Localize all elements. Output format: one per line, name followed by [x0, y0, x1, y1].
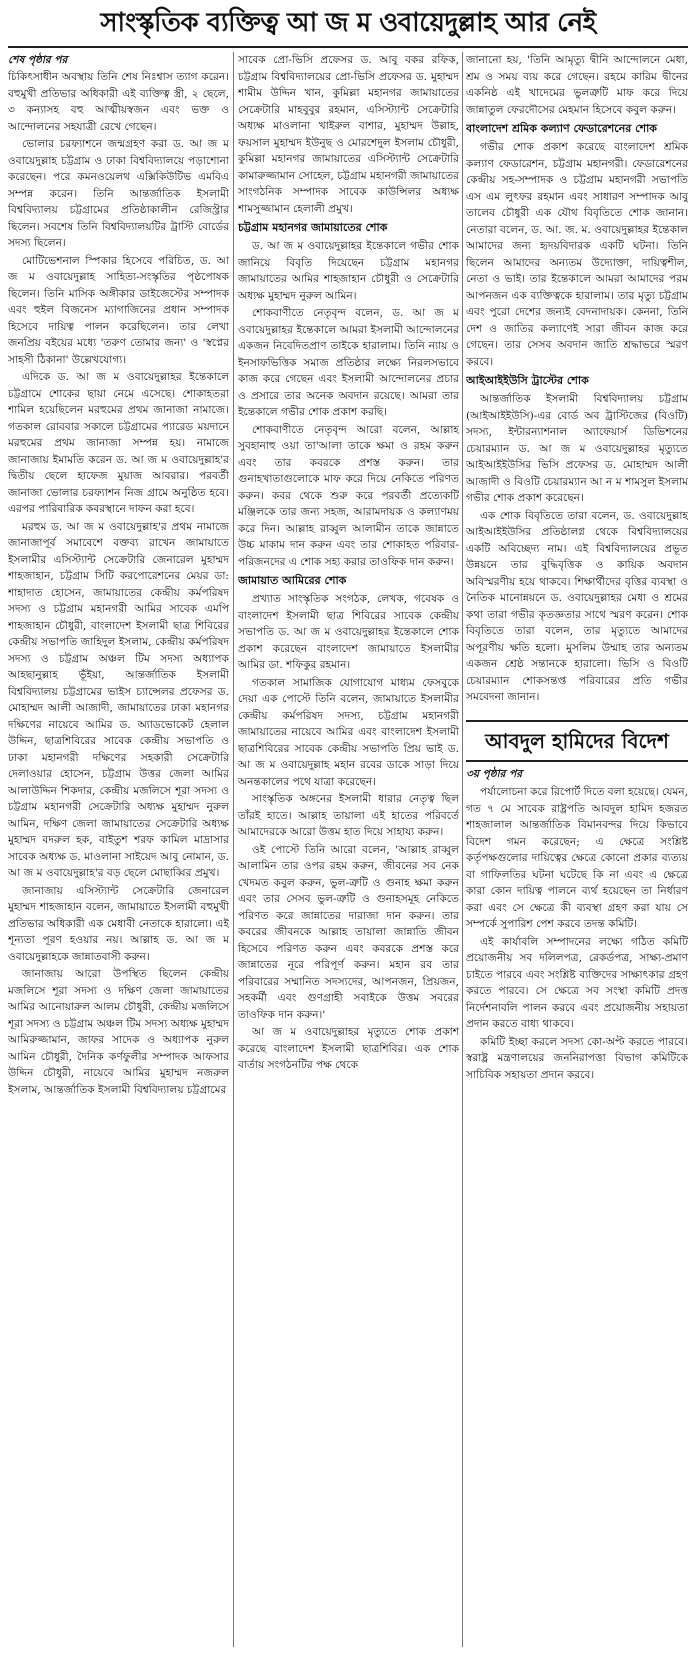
paragraph: জানাজায় আরো উপস্থিত ছিলেন কেন্দ্রীয় মজলিসে শূরা সদস্য ও দক্ষিণ জেলা জামায়াতের আমির আনোয়ারুল আলম চৌধুরী, কেন্দ্রীয় মজলিসে শূরা সদস্য ও চট্টগ্রাম অঞ্চল টিম সদস্য অধ্যক্ষ মুহাম্মদ আমিরুজ্জামান, জাফর সাদেক ও অধ্যাপক নুরুল আমিন চৌধুরী, দৈনিক কর্ণফুলীর সম্পাদক আফসার উদ্দিন চৌধুরী, নায়েবে আমির মুহাম্মদ নজরুল ইসলাম, আন্তর্জাতিক ইসলামী বিশ্ববিদ্যালয় চট্টগ্রামের: [8, 968, 229, 1096]
paragraph: জানাজায় এসিস্ট্যান্ট সেক্রেটারি জেনারেল মুহাম্মদ শাহজাহান বলেন, জামায়াতে ইসলামী বহুমুখী প্রতিভার অধিকারী এক মেধাবী নেতাকে হারালো। এই শূন্যতা পূরণ হওয়ার নয়। আল্লাহ ড. আ জ ম ওবায়েদুল্লাহকে জান্নাতবাসী করুন।: [8, 884, 229, 963]
column-2: [238, 52, 459, 1647]
paragraph: সাংস্কৃতিক অঙ্গনের ইসলামী ধারার নেতৃত্ব ছিল তাঁরই হাতে। আল্লাহ তায়ালা এই হাতের পরিবর্তে আমাদেরকে আরো উত্তম হাত দিয়ে সাহায্য করুন।: [238, 793, 459, 838]
paragraph: কমিটি ইচ্ছা করলে সদস্য কো-অপ্ট করতে পারবে। স্বরাষ্ট্র মন্ত্রণালয়ের জননিরাপত্তা বিভাগ কমিটিকে সাচিবিক সহায়তা প্রদান করবে।: [466, 1035, 688, 1081]
paragraph: ড. আ জ ম ওবায়েদুল্লাহর ইন্তেকালে গভীর শোক জানিয়ে বিবৃতি দিয়েছেন চট্টগ্রাম মহানগর জামায়াতের আমির শাহজাহান চৌধুরী ও সেক্রেটারি অধ্যক্ষ মুহাম্মদ নুরুল আমিন।: [238, 240, 459, 302]
second-story-headline: আবদুল হামিদের বিদেশ: [466, 720, 688, 762]
paragraph: এদিকে ড. আ জ ম ওবায়েদুল্লাহর ইন্তেকালে চট্টগ্রামে শোকের ছায়া নেমে এসেছে। শোকাহতরা শামিল হয়েছিলেন মরহুমের প্রথম জানাজা নামাজে। গতকাল রোববার সকালে চট্টগ্রামের প্যারেড ময়দানে মরহুমের প্রথম জানাজা সম্পন্ন হয়। নামাজে জানাজায় ইমামতি করেন ড. আ জ ম ওবায়েদুল্লাহ'র দ্বিতীয় ছেলে হাফেজ মুয়াজ আবরার। পরবর্তী জানাজা ভোলার চরফ্যাশন নিজ গ্রামে অনুষ্ঠিত হবে। এরপর পারিবারিক কবরস্থানে দাফন করা হবে।: [8, 371, 229, 515]
paragraph: মরহুম ড. আ জ ম ওবায়েদুল্লাহ'র প্রথম নামাজে জানাজাপূর্ব সমাবেশে বক্তব্য রাখেন জামায়াতে ইসলামীর এসিস্ট্যান্ট সেক্রেটারি জেনারেল মুহাম্মদ শাহজাহান, চট্টগ্রাম সিটি করপোরেশনের মেয়র ডা: শাহাদাত হোসেন, জামায়াতের কেন্দ্রীয় কর্মপরিষদ সদস্য ও চট্টগ্রাম মহানগরী আমির সাবেক এমপি শাহজাহান চৌধুরী, বাংলাদেশ ইসলামী ছাত্র শিবিরের কেন্দ্রীয় সভাপতি জাহিদুল ইসলাম, কেন্দ্রীয় কর্মপরিষদ সদস্য ও চট্টগ্রাম অঞ্চল টিম সদস্য অধ্যাপক আহছানুল্লাহ ভূঁইয়া, আন্তর্জাতিক ইসলামী বিশ্ববিদ্যালয় চট্টগ্রামের ভাইস চ্যান্সেলর প্রফেসর ড. মোহাম্মদ আলী আজাদী, জামায়াতের ঢাকা মহানগর দক্ষিণের নায়েবে আমির ড. অ্যাডভোকেট হেলাল উদ্দিন, ছাত্রশিবিরের সাবেক কেন্দ্রীয় সভাপতি ও ঢাকা মহানগরী দক্ষিণের সহকারী সেক্রেটারি দেলাওয়ার হোসেন, চট্টগ্রাম উত্তর জেলা আমির আলাউদ্দিন শিকদার, কেন্দ্রীয় মজলিসে শূরা সদস্য ও চট্টগ্রাম মহানগরী সেক্রেটারি অধ্যক্ষ মুহাম্মদ নুরুল আমিন, দক্ষিণ জেলা জামায়াতের সেক্রেটারি অধ্যক্ষ মুহাম্মদ বদরুল হক, বাইতুশ শরফ কামিল মাদ্রাসার সাবেক অধ্যক্ষ ড. মাওলানা সাইয়েদ আবু নোমান, ড. আ জ ম ওবায়েদুল্লাহ'র বড় ছেলে মোছাব্বির প্রমুখ।: [8, 520, 229, 879]
paragraph: সাবেক প্রো-ভিসি প্রফেসর ড. আবু বকর রফিক, চট্টগ্রাম বিশ্ববিদ্যালয়ের প্রো-ভিসি প্রফেসর ড. মুহাম্মদ শামীম উদ্দিন খান, কুমিল্লা মহানগর জামায়াতের সেক্রেটারি মাহবুবুর রহমান, এসিস্ট্যান্ট সেক্রেটারি অধ্যক্ষ মাওলানা খাইরুল বাশার, মুহাম্মদ উল্লাহ, ফয়সাল মুহাম্মদ ইউনুছ ও মোরশেদুল ইসলাম চৌধুরী, কুমিল্লা মহানগর জামায়াতের এসিস্ট্যান্ট সেক্রেটারি কামারুজ্জামান সোহেল, চট্টগ্রাম মহানগরী জামায়াতের সাংগঠনিক সম্পাদক সাবেক কাউন্সিলর অধ্যক্ষ শামসুজ্জামান হেলালী প্রমুখ।: [238, 54, 459, 215]
subheading: জামায়াত আমিরের শোক: [238, 574, 347, 587]
headline-rule: [8, 46, 688, 48]
second-story-kicker: ৩য় পৃষ্ঠার পর: [466, 767, 523, 780]
paragraph: মোটিভেশনাল স্পিকার হিসেবে পরিচিত, ড. আ জ ম ওবায়েদুল্লাহ সাহিত্য-সংস্কৃতির পৃষ্ঠপোষক ছিলেন। তিনি মাসিক অঙ্গীকার ডাইজেস্টের সম্পাদক এবং হুইল বিজনেস ম্যাগাজিনের প্রধান সম্পাদক হিসেবে দায়িত্ব পালন করেছিলেন। তার লেখা জনপ্রিয় বইয়ের মধ্যে 'তরুণ তোমার জন্য' ও 'স্বপ্নের সাহসী ঠিকানা' উল্লেখযোগ্য।: [8, 254, 229, 366]
paragraph: এক শোক বিবৃতিতে তারা বলেন, ড. ওবায়েদুল্লাহ আইআইইউসির প্রতিষ্ঠালগ্ন থেকে বিশ্ববিদ্যালয়ের একটি অবিচ্ছেদ্য নাম। এই বিশ্ববিদ্যালয়ের প্রভূত উন্নয়নে তার বুদ্ধিবৃত্তিক ও কায়িক অবদান অবিস্মরণীয় হয়ে থাকবে। শিক্ষার্থীদের বৃত্তির ব্যবস্থা ও নৈতিক মানোন্নয়নে ড. ওবায়েদুল্লাহর মেধা ও শ্রমের কথা তারা গভীর কৃতজ্ঞতার সাথে স্মরণ করেন। শোক বিবৃতিতে তারা বলেন, তার মৃত্যুতে আমাদের অপূরণীয় ক্ষতি হলো। মুসলিম উম্মাহ তার অন্যতম একজন শ্রেষ্ঠ সন্তানকে হারালো। ভিসি ও বিওটি চেয়ারম্যান শোকসন্তপ্ত পরিবারের প্রতি গভীর সমবেদনা জানান।: [466, 509, 688, 703]
paragraph: আন্তর্জাতিক ইসলামী বিশ্ববিদ্যালয় চট্টগ্রাম (আইআইইউসি)-এর বোর্ড অব ট্রাস্টিজের (বিওটি) সদস্য, ইন্টারন্যাশনাল অ্যাফেয়ার্স ডিভিশনের চেয়ারম্যান ড. আ জ ম ওবায়েদুল্লাহর মৃত্যুতে আইআইইউসির ভিসি প্রফেসর ড. মোহাম্মদ আলী আজাদী ও বিওটি চেয়ারম্যান আ ন ম শামসুল ইসলাম গভীর শোক প্রকাশ করেছেন।: [466, 393, 688, 504]
paragraph: জানানো হয়, 'তিনি আমৃত্যু দ্বীনি আন্দোলনে মেধা, শ্রম ও সময় ব্যয় করে গেছেন। রহমে কারিম দ্বীনের একনিষ্ঠ এই খাদেমের ভুলত্রুটি মাফ করে দিয়ে জান্নাতুল ফেরদৌসের মেহমান হিসেবে কবুল করুন।: [466, 54, 688, 116]
subheading: বাংলাদেশ শ্রমিক কল্যাণ ফেডারেশনের শোক: [466, 122, 657, 135]
paragraph: গভীর শোক প্রকাশ করেছে বাংলাদেশ শ্রমিক কল্যাণ ফেডারেশন, চট্টগ্রাম মহানগরী। ফেডারেশনের কেন্দ্রীয় সহ-সম্পাদক ও চট্টগ্রাম মহানগরী সভাপতি এস এম লুৎফর রহমান এবং সাধারণ সম্পাদক আবু তালেব চৌধুরী এক যৌথ বিবৃতিতে শোক জানান। নেতারা বলেন, ড. আ. জ. ম. ওবায়েদুল্লাহর ইন্তেকাল আমাদের জন্য হৃদয়বিদারক একটি ঘটনা। তিনি ছিলেন আমাদের অন্যতম উদ্যোক্তা, দায়িত্বশীল, নেতা ও ভাই। তার ইন্তেকালে আমরা আমাদের পরম আপনজন এক ব্যক্তিত্বকে হারালাম। তার মৃত্যু চট্টগ্রাম এবং পুরো দেশের জন্যই বেদনাদায়ক। কেননা, তিনি দেশ ও জাতির কল্যাণেই সারা জীবন কাজ করে গেছেন। তার সেসব অবদান জাতি শ্রদ্ধাভরে স্মরণ করবে।: [466, 141, 688, 368]
paragraph: চিকিৎসাধীন অবস্থায় তিনি শেষ নিঃশ্বাস ত্যাগ করেন। বহুমুখী প্রতিভার অধিকারী এই ব্যক্তিত্ব স্ত্রী, ২ ছেলে, ৩ কন্যাসহ বহু আত্মীয়স্বজন এবং ভক্ত ও আন্দোলনের সহযাত্রী রেখে গেছেন।: [8, 71, 229, 133]
column-divider-2: [462, 52, 463, 1647]
subheading: আইআইইউসি ট্রাস্টের শোক: [466, 374, 589, 387]
paragraph: এই কার্যাবলি সম্পাদনের লক্ষ্যে গঠিত কমিটি প্রয়োজনীয় সব দলিলপত্র, রেকর্ডপত্র, সাক্ষ্য-প্রমাণ চাইতে পারবে এবং সংশ্লিষ্ট ব্যক্তিদের সাক্ষাৎকার গ্রহণ করতে পারবে। সে ক্ষেত্রে সব সংস্থা কমিটি প্রদত্ত নির্দেশনাবলি পালন করবে এবং প্রয়োজনীয় সহায়তা প্রদান করতে বাধ্য থাকবে।: [466, 935, 688, 1030]
paragraph: আ জ ম ওবায়েদুল্লাহর মৃত্যুতে শোক প্রকাশ করেছে বাংলাদেশ ইসলামী ছাত্রশিবির। এক শোক বার্তায় সংগঠনটির পক্ষ থেকে: [238, 1026, 459, 1071]
paragraph: পর্যালোচনা করে রিপোর্ট দিতে বলা হয়েছে। যেমন, গত ৭ মে সাবেক রাষ্ট্রপতি আবদুল হামিদ হজরত শাহজালাল আন্তর্জাতিক বিমানবন্দর দিয়ে কিভাবে বিদেশ গমন করেছেন; এ ক্ষেত্রে সংশ্লিষ্ট কর্তৃপক্ষগুলোর দায়িত্বের ক্ষেত্রে কোনো প্রকার ব্যত্যয় বা গাফিলতির ঘটনা ঘটেছে কি না এবং এ ক্ষেত্রে কারা কোন দায়িত্ব পালনে ব্যর্থ হয়েছেন তা নির্ধারণ করা এবং সে ক্ষেত্রে কী ব্যবস্থা গ্রহণ করা যায় সে সম্পর্কে সুপারিশ পেশ করবে তদন্ত কমিটি।: [466, 786, 688, 930]
subheading: চট্টগ্রাম মহানগর জামায়াতের শোক: [238, 221, 388, 234]
headline: সাংস্কৃতিক ব্যক্তিত্ব আ জ ম ওবায়েদুল্লাহ আর নেই: [100, 8, 596, 38]
column-1: [8, 52, 229, 1647]
paragraph: শোকবাণীতে নেতৃবৃন্দ বলেন, ড. আ জ ম ওবায়েদুল্লাহর ইন্তেকালে আমরা ইসলামী আন্দোলনের একজন নিবেদিতপ্রাণ তাইকে হারালাম। তিনি ন্যায় ও ইনসাফভিত্তিক সমাজ প্রতিষ্ঠার লক্ষ্যে নিরলসভাবে কাজ করে গেছেন এবং ইসলামী আন্দোলনের প্রচার ও প্রসারে তার অনেক অবদান রয়েছে। আমরা তার ইন্তেকালে গভীর শোক প্রকাশ করছি।: [238, 307, 459, 418]
paragraph: গতকাল সামাজিক যোগাযোগ মাধ্যম ফেসবুকে দেয়া এক পোস্টে তিনি বলেন, জামায়াতে ইসলামীর কেন্দ্রীয় কর্মপরিষদ সদস্য, চট্টগ্রাম মহানগরী জামায়াতের নায়েবে আমির এবং বাংলাদেশ ইসলামী ছাত্রশিবিরের সাবেক কেন্দ্রীয় সভাপতি প্রিয় ভাই ড. আ জ ম ওবায়েদুল্লাহ মহান রবের ডাকে সাড়া দিয়ে অনন্তকালের পথে যাত্রা করেছেন।: [238, 676, 459, 788]
paragraph: প্রখ্যাত সাংস্কৃতিক সংগঠক, লেখক, গবেষক ও বাংলাদেশ ইসলামী ছাত্র শিবিরের সাবেক কেন্দ্রীয় সভাপতি ড. আ জ ম ওবায়েদুল্লাহর ইন্তেকালে শোক প্রকাশ করেছেন বাংলাদেশ জামায়াতে ইসলামীর আমির ডা. শফিকুর রহমান।: [238, 593, 459, 671]
column-3: [466, 52, 688, 1647]
paragraph: ওই পোস্টে তিনি আরো বলেন, 'আল্লাহ রাব্বুল আলামিন তার ওপর রহম করুন, জীবনের সব নেক খেদমত কবুল করুন, ভুল-ত্রুটি ও গুনাহ ক্ষমা করুন এবং তার সেসব ভুল-ত্রুটি ও গুনাহসমূহ নেকিতে পরিণত করে জান্নাতের দারাজা দান করুন। তার কবরের জীবনকে আল্লাহ তায়ালা জান্নাতি জীবন হিসেবে পরিণত করুন এবং কবরকে প্রশস্ত করে জান্নাতের নূরে পরিপূর্ণ করুন। মহান রব তার পরিবারের সম্মানিত সদস্যদের, আপনজন, প্রিয়জন, সহকর্মী এবং গুণগ্রাহী সবাইকে উত্তম সবরের তাওফিক দান করুন।': [238, 843, 459, 1021]
paragraph: ভোলার চরফ্যাশনে জন্মগ্রহণ করা ড. আ জ ম ওবায়েদুল্লাহ চট্টগ্রাম ও ঢাকা বিশ্ববিদ্যালয়ে পড়াশোনা করেছেন। পরে কমনওয়েলথ এক্সিকিউটিভ এমবিএ সম্পন্ন করেন। তিনি আন্তর্জাতিক ইসলামী বিশ্ববিদ্যালয় চট্টগ্রামের প্রতিষ্ঠাকালীন রেজিস্ট্রার ছিলেন। সবশেষ তিনি বিশ্ববিদ্যালয়টির ট্রাস্টি বোর্ডের সদস্য ছিলেন।: [8, 138, 229, 249]
continuation-kicker: শেষ পৃষ্ঠার পর: [8, 54, 68, 66]
column-divider-1: [233, 52, 234, 1647]
paragraph: শোকবাণীতে নেতৃবৃন্দ আরো বলেন, আল্লাহ সুবহানাহু ওয়া তা'আলা তাকে ক্ষমা ও রহম করুন এবং তার কবরকে প্রশস্ত করুন। তার গুনাহখাতাগুলোকে মাফ করে দিয়ে নেকিতে পরিণত করুন। কবর থেকে শুরু করে পরবর্তী প্রত্যেকটি মঞ্জিলকে তার জন্য সহজ, আরামদায়ক ও কল্যাণময় করে দিন। আল্লাহ রাব্বুল আলামীন তাকে জান্নাতে উচ্চ মাকাম দান করুন এবং তার শোকাহত পরিবার-পরিজনদের এ শোক সহ্য করার তাওফিক দান করুন।: [238, 423, 459, 568]
